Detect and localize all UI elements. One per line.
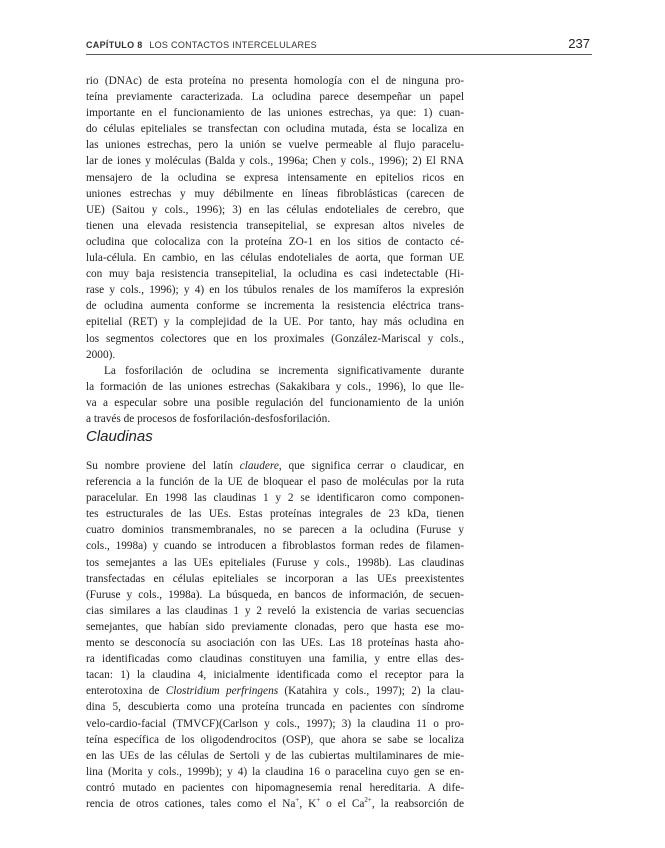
text-line: mento se desconocía su asociación con las UEs. Las 18 proteínas hasta aho- [86,637,464,650]
text-run: , K [299,797,317,810]
text-line: tes estructurales de las UEs. Estas proteínas integrales de 23 kDa, tienen [86,508,464,521]
text-run: (Katahira y cols., 1997); 2) la clau- [278,685,464,698]
text-line: uniones estrechas y muy débilmente en líneas fibroblásticas (carecen de [86,187,464,200]
text-line: teína específica de los oligodendrocitos (OSP), que ahora se sabe se localiza [86,733,464,746]
text-line: lar de iones y moléculas (Balda y cols., 1996a; Chen y cols., 1996); 2) El RNA [86,155,464,168]
superscript: 2+ [364,796,372,805]
text-run: o el Ca [320,797,365,810]
text-line: cias similares a las claudinas 1 y 2 reveló la existencia de varias secuencias [86,604,464,617]
text-line [86,458,464,474]
text-line: tos semejantes a las UEs epiteliales (Furuse y cols., 1998b). Las claudinas [86,556,464,569]
text-line: cuatro dominios transmembranales, no se parecen a la ocludina (Furuse y [86,524,464,537]
text-line: cols., 1998a) y cuando se introducen a fibroblastos forman redes de filamen- [86,540,464,553]
text-line: con muy baja resistencia transepitelial, la ocludina es casi indetectable (Hi- [86,268,464,281]
text-line [86,683,464,699]
text-line: dina 5, descubierta como una proteína truncada en pacientes con síndrome [86,701,464,714]
text-line: tacan: 1) la claudina 4, inicialmente identificada como el receptor para la [86,669,464,682]
page-number: 237 [568,36,590,51]
text-line: en las UEs de las células de Sertoli y de las cubiertas multilaminares de mie- [86,749,464,762]
text-line: lina (Morita y cols., 1999b); y 4) la claudina 16 o paracelina cuyo gen se en- [86,765,464,778]
text-line: referencia a la función de la UE de bloquear el paso de moléculas por la ruta [86,476,464,489]
text-line: (Furuse y cols., 1998a). La búsqueda, en bancos de información, de secuen- [86,588,464,601]
paragraph-ocludina [86,73,464,427]
text-line [86,796,464,812]
latin-term: claudere [239,460,279,472]
chapter-heading [86,40,317,50]
text-line: tienen una elevada resistencia transepitelial, se expresan altos niveles de [86,219,464,232]
paragraph-claudinas [86,458,464,812]
superscript: + [295,796,300,805]
text-line: 2000). [86,348,116,361]
section-heading: Claudinas [86,428,153,445]
text-line: transfectadas en células epiteliales se incorporan a las UEs preexistentes [86,572,464,585]
text-line: va a especular sobre una posible regulación del funcionamiento de la unión [86,396,464,409]
text-run: enterotoxina de [86,685,166,698]
text-line: teína previamente caracterizada. La ocludina parece desempeñar un papel [86,91,464,104]
text-run: rencia de otros cationes, tales como el Na [86,797,296,810]
text-line: rio (DNAc) de esta proteína no presenta homología con el de ninguna pro- [86,75,464,87]
text-line: importante en el funcionamiento de las uniones estrechas, ya que: 1) cuan- [86,107,464,120]
chapter-title: LOS CONTACTOS INTERCELULARES [149,40,317,50]
superscript: + [316,796,321,805]
text-line: ocludina que colocaliza con la proteína ZO-1 en los sitios de contacto cé- [86,235,464,248]
species-name: Clostridium perfringens [165,685,279,698]
text-line: la formación de las uniones estrechas (Sakakibara y cols., 1996), lo que lle- [86,380,464,393]
running-header [86,38,592,55]
text-line: rase y cols., 1996); y 4) en los túbulos renales de los mamíferos la expresión [86,284,464,297]
text-line: a través de procesos de fosforilación-desfosforilación. [86,412,331,425]
text-line: mensajero de la ocludina se expresa intensamente en epitelios ricos en [86,171,464,184]
text-line: La fosforilación de ocludina se incrementa significativamente durante [104,364,464,377]
text-run: Su nombre proviene del latín [86,460,240,472]
text-line: las uniones estrechas, pero la unión se vuelve permeable al flujo paracelu- [86,139,464,152]
text-line: do células epiteliales se transfectan con ocludina mutada, ésta se localiza en [86,123,464,136]
text-line: lula-célula. En cambio, en las células endoteliales de aorta, que forman UE [86,252,464,265]
text-line: contró mutado en pacientes con hipomagnesemia renal hereditaria. A dife- [86,781,464,794]
text-line: paracelular. En 1998 las claudinas 1 y 2 se identificaron como componen- [86,492,464,505]
text-line: semejantes, que habían sido previamente clonadas, pero que hasta ese mo- [86,620,464,633]
text-line: ra identificadas como claudinas constituyen una familia, y entre ellas des- [86,653,464,666]
text-line: UE) (Saitou y cols., 1996); 3) en las células endoteliales de cerebro, que [86,203,464,216]
text-run: , que significa cerrar o claudicar, en [278,460,464,472]
text-line: de ocludina aumenta conforme se incrementa la resistencia eléctrica trans- [86,300,464,313]
chapter-label: CAPÍTULO 8 [86,40,143,50]
text-line: los segmentos colectores que en los proximales (González-Mariscal y cols., [86,332,464,345]
text-line: velo-cardio-facial (TMVCF)(Carlson y cols., 1997); 3) la claudina 11 o pro- [86,717,464,730]
text-line: epitelial (RET) y la complejidad de la UE. Por tanto, hay más ocludina en [86,316,464,329]
text-run: , la reabsorción de [371,797,464,810]
